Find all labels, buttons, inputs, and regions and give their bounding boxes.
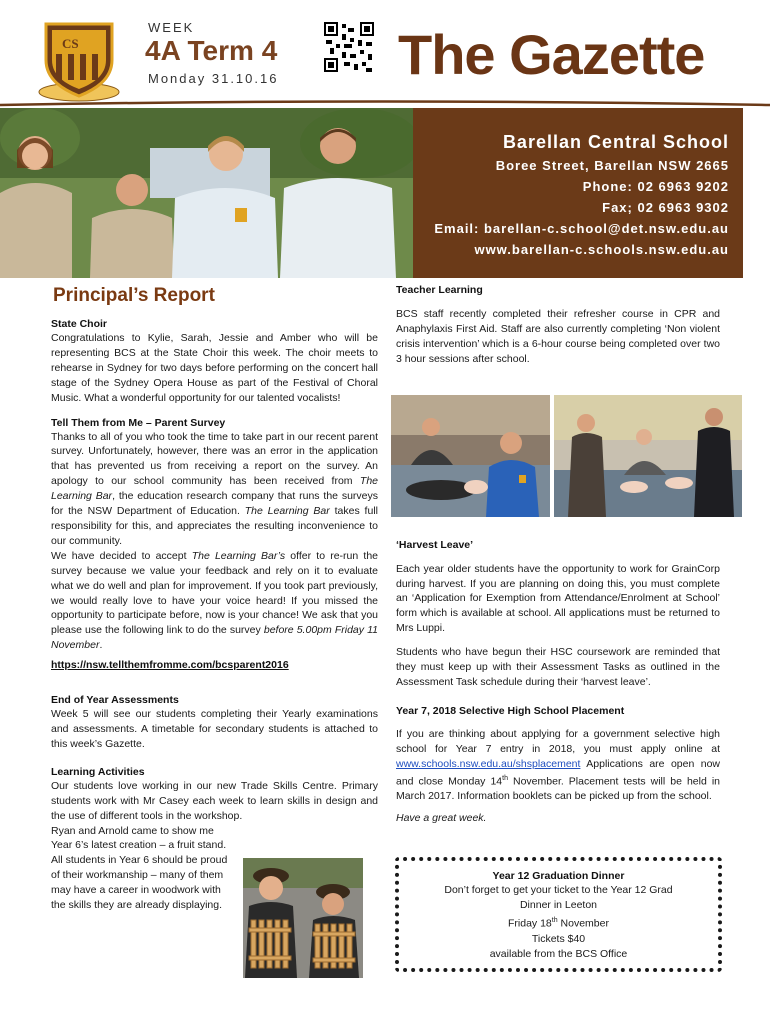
assessments-heading: End of Year Assessments xyxy=(51,694,179,707)
state-choir-heading: State Choir xyxy=(51,318,108,330)
school-crest-logo xyxy=(38,18,120,102)
issue-date: Monday 31.10.16 xyxy=(148,71,279,86)
cpr-training-photo-1 xyxy=(391,395,550,517)
cpr-training-photo-2 xyxy=(554,395,742,517)
dinner-heading: Year 12 Graduation Dinner xyxy=(492,870,625,882)
principal-report-column xyxy=(51,283,378,913)
selective-school-text: If you are thinking about applying for a government selective high school for Year 7 entry in 2018, you must apply online at www.schools.nsw.edu.au/shsplacement Applications are open now and close Monday 14th November. Placement tests will be held in March 2017. Information booklets can be picked up from the school. xyxy=(396,727,720,802)
contact-panel xyxy=(413,108,743,278)
school-address: Boree Street, Barellan NSW 2665 xyxy=(495,158,729,173)
survey-link[interactable]: https://nsw.tellthemfromme.com/bcsparent2016 xyxy=(51,659,289,672)
principal-report-title: Principal’s Report xyxy=(53,285,215,306)
school-fax: Fax; 02 6963 9302 xyxy=(602,200,729,215)
fruit-stand-text: Ryan and Arnold came to show me Year 6’s latest creation – a fruit stand. All students in Year 6 should be proud of their workmanship – many of them may have a career in woodwork with the skills they are already displaying. xyxy=(51,824,228,912)
parent-survey-heading: Tell Them from Me – Parent Survey xyxy=(51,416,226,429)
harvest-leave-text-1: Each year older students have the opportunity to work for GrainCorp during harvest. If you are planning on doing this, you must complete an ‘Application for Exemption from Attendance/Enrolment at School’ form which is available at school. All applications must be returned to Mrs Luppi. xyxy=(396,562,720,635)
parent-survey-paragraph-1: Thanks to all of you who took the time to take part in our recent parent survey. Unfortunately, however, there was an error in the application that has prevented us from receiving a report on the survey. An apology to our school community has been received from The Learning Bar, the education research company that runs the surveys for the NSW Department of Education. The Learning Bar takes full responsibility for this, and appreciates the resulting inconvenience to our community. xyxy=(51,430,379,547)
right-column xyxy=(396,283,720,826)
school-phone: Phone: 02 6963 9202 xyxy=(582,179,729,194)
parent-survey-paragraph-2: We have decided to accept The Learning Bar’s offer to re-run the survey because we value your feedback and rely on it to evaluate what we do well and plan for improvement. If you took part previously, we would really love to have your voice heard! If you missed the opportunity to participate before, now is your chance! We ask that you please use the following link to do the survey before 5.00pm Friday 11 November. xyxy=(51,549,379,652)
harvest-leave-text-2: Students who have begun their HSC coursework are reminded that they must keep up with their Assessment Tasks as outlined in the Assessment Task schedule during their ‘harvest leave’. xyxy=(396,646,720,688)
term-heading: 4A Term 4 xyxy=(145,35,278,66)
school-email[interactable]: Email: barellan-c.school@det.nsw.edu.au xyxy=(434,221,729,236)
dinner-line-5: available from the BCS Office xyxy=(489,947,628,960)
harvest-leave-heading: ‘Harvest Leave’ xyxy=(396,538,474,551)
qr-code-icon[interactable] xyxy=(324,22,374,72)
learning-activities-heading: Learning Activities xyxy=(51,765,145,778)
header-divider xyxy=(0,100,770,108)
dinner-line-4: Tickets $40 xyxy=(531,932,586,945)
choir-students-photo xyxy=(0,108,413,278)
sign-off: Have a great week. xyxy=(396,811,487,824)
teacher-learning-text: BCS staff recently completed their refresher course in CPR and Anaphylaxis First Aid. Staff are also currently completing ‘Non violent crisis intervention’ which is a 6-hour course being completed over two 3 hour sessions after school. xyxy=(396,308,720,365)
school-website[interactable]: www.barellan-c.schools.nsw.edu.au xyxy=(474,242,729,257)
learning-activities-text: Our students love working in our new Trade Skills Centre. Primary students work with Mr Casey each week to learn skills in design and the use of different tools in the workshop. xyxy=(51,779,378,822)
school-name: Barellan Central School xyxy=(502,132,729,152)
selective-placement-link[interactable]: www.schools.nsw.edu.au/shsplacement xyxy=(396,757,581,770)
teacher-learning-heading: Teacher Learning xyxy=(396,284,483,296)
fruit-stand-photo xyxy=(243,858,363,978)
week-label: WEEK xyxy=(148,20,195,35)
dinner-line-3: Friday 18th November xyxy=(508,917,609,930)
assessments-text: Week 5 will see our students completing their Yearly examinations and assessments. A timetable for secondary students is attached to this week’s Gazette. xyxy=(51,708,378,750)
svg-text:CS: CS xyxy=(62,36,79,51)
newsletter-title: The Gazette xyxy=(398,23,705,86)
dinner-line-1: Don’t forget to get your ticket to the Year 12 Grad xyxy=(444,884,673,896)
masthead xyxy=(0,0,770,105)
graduation-dinner-notice xyxy=(395,857,722,972)
dinner-line-2: Dinner in Leeton xyxy=(519,899,598,911)
state-choir-text: Congratulations to Kylie, Sarah, Jessie and Amber who will be representing BCS at the State Choir this week. The choir meets to rehearse in Sydney for two days before performing on the concert hall stage of the Sydney Opera House as part of the Festival of Choral Music. What a wonderful opportunity for our talented vocalists! xyxy=(51,332,378,404)
selective-school-heading: Year 7, 2018 Selective High School Placement xyxy=(396,704,625,717)
